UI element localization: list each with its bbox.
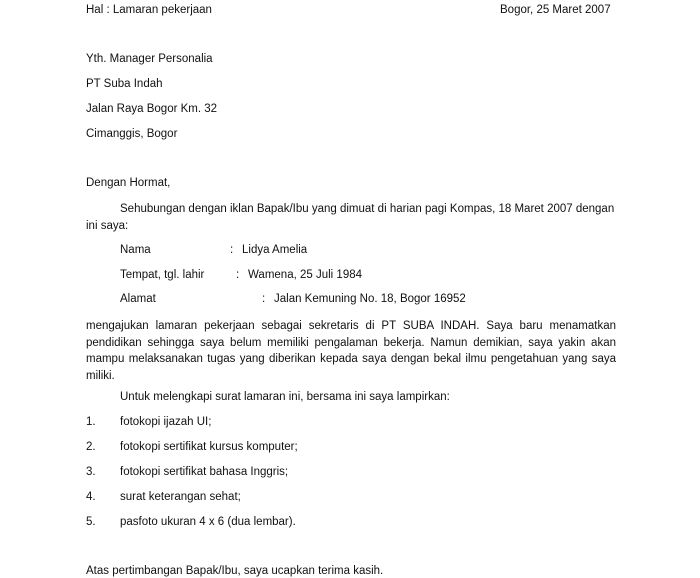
recipient-line: Yth. Manager Personalia: [86, 53, 213, 65]
intro-line: ini saya:: [86, 220, 129, 232]
greeting: Dengan Hormat,: [86, 177, 171, 189]
detail-value: Lidya Amelia: [242, 244, 308, 256]
attachment-item: surat keterangan sehat;: [120, 491, 241, 503]
attachments-intro: Untuk melengkapi surat lamaran ini, bersama ini saya lampirkan:: [120, 391, 450, 403]
body-paragraph: mengajukan lamaran pekerjaan sebagai sekretaris di PT SUBA INDAH. Saya baru menamatkan pendidikan sehingga saya belum memiliki pengalaman bekerja. Namun demikian, saya yakin akan mampu melaksanakan tugas yang diberikan kepada saya dengan bekal ilmu pengetahuan yang saya miliki.: [86, 320, 616, 382]
attachment-item: pasfoto ukuran 4 x 6 (dua lembar).: [120, 516, 296, 528]
subject-line: Hal : Lamaran pekerjaan: [86, 4, 212, 16]
recipient-line: Cimanggis, Bogor: [86, 128, 178, 140]
attachment-item: fotokopi sertifikat kursus komputer;: [120, 441, 298, 453]
detail-label: Tempat, tgl. lahir: [120, 269, 205, 281]
detail-separator: :: [262, 293, 266, 305]
attachment-item: fotokopi ijazah UI;: [120, 416, 212, 428]
detail-value: Wamena, 25 Juli 1984: [248, 269, 363, 281]
intro-line: Sehubungan dengan iklan Bapak/Ibu yang dimuat di harian pagi Kompas, 18 Maret 2007 dengan: [120, 203, 615, 215]
detail-separator: :: [236, 269, 240, 281]
attachment-number: 5.: [86, 516, 96, 528]
detail-value: Jalan Kemuning No. 18, Bogor 16952: [274, 293, 466, 305]
attachment-item: fotokopi sertifikat bahasa Inggris;: [120, 466, 289, 478]
attachment-number: 1.: [86, 416, 96, 428]
detail-label: Alamat: [120, 293, 156, 305]
closing-line: Atas pertimbangan Bapak/Ibu, saya ucapkan terima kasih.: [86, 565, 384, 577]
attachment-number: 2.: [86, 441, 96, 453]
place-date: Bogor, 25 Maret 2007: [500, 4, 611, 16]
detail-label: Nama: [120, 244, 151, 256]
recipient-line: Jalan Raya Bogor Km. 32: [86, 103, 218, 115]
detail-separator: :: [230, 244, 234, 256]
attachment-number: 4.: [86, 491, 96, 503]
attachment-number: 3.: [86, 466, 96, 478]
recipient-line: PT Suba Indah: [86, 78, 163, 90]
